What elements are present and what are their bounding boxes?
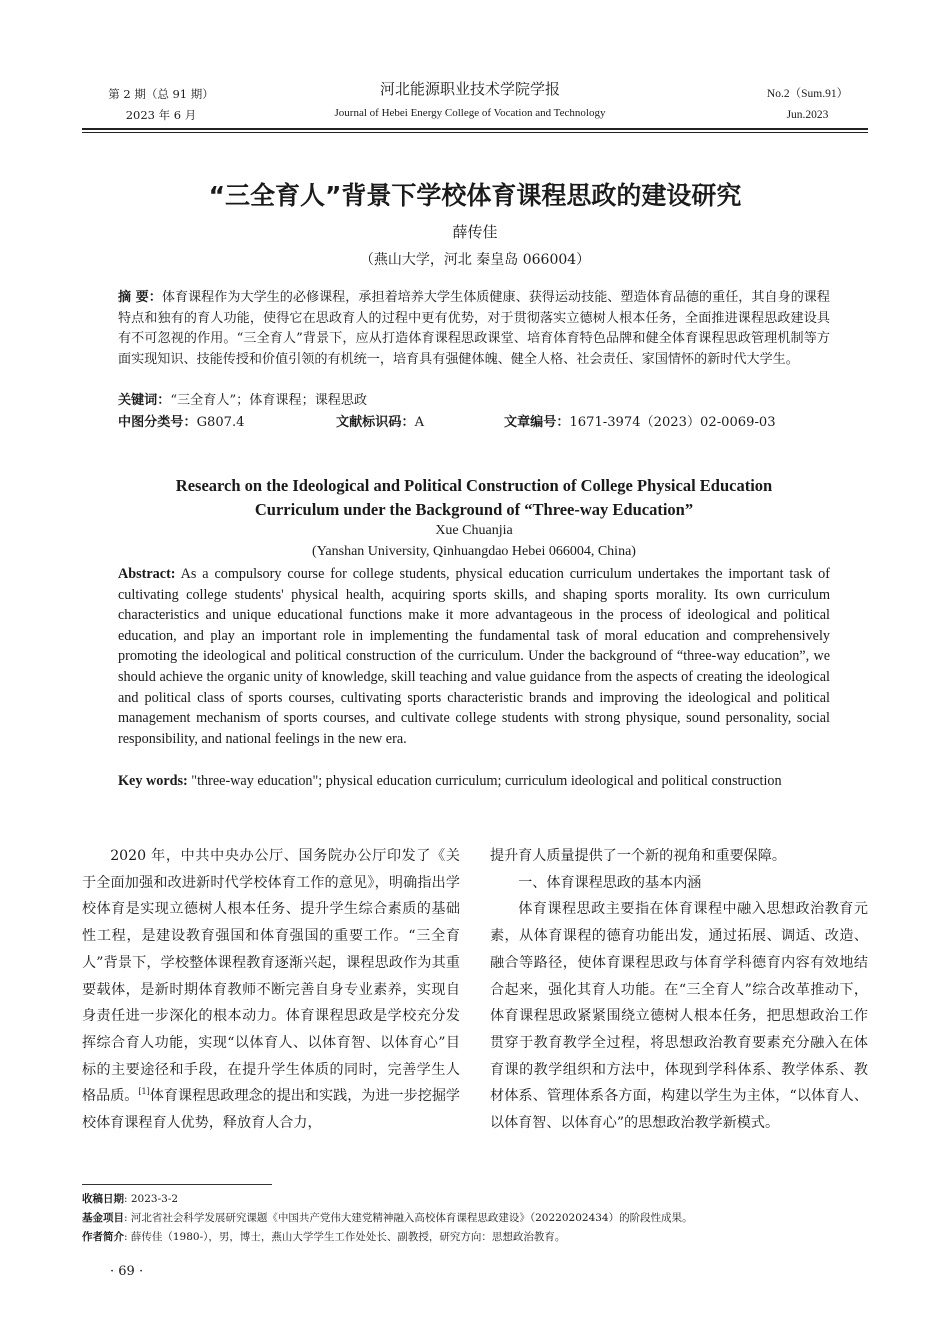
issue-number-cn: 第 2 期（总 91 期）	[108, 87, 214, 101]
footnote-text: : 2023-3-2	[124, 1193, 179, 1205]
header-rule-thin	[82, 132, 868, 133]
title-en-line2: Curriculum under the Background of “Three-way Education”	[254, 500, 694, 519]
abstract-en	[118, 564, 830, 749]
abstract-label-en: Abstract:	[118, 566, 176, 582]
keywords-label-en: Key words:	[118, 773, 188, 789]
footnote-label: 收稿日期	[82, 1193, 124, 1205]
article-no-label: 文章编号：	[504, 415, 570, 430]
body-paragraph	[82, 843, 460, 1137]
body-column-right	[490, 843, 868, 1137]
article-title-cn: “三全育人”背景下学校体育课程思政的建设研究	[208, 181, 742, 210]
clc-label: 中图分类号：	[118, 415, 197, 430]
body-paragraph: 体育课程思政主要指在体育课程中融入思想政治教育元素，从体育课程的德育功能出发，通过拓展、调适、改造、融合等路径，使体育课程思政与体育学科德育内容有效地结合起来，强化其育人功能。在“三全育人”综合改革推动下，体育课程思政紧紧围绕立德树人根本任务，把思想政治工作贯穿于教育教学全过程，将思想政治教育要素充分融入在体育课的教学组织和方法中，体现到学科体系、教学体系、教材体系、管理体系各方面，构建以学生为主体，“以体育人、以体育智、以体育心”的思想政治教学新模式。	[490, 901, 868, 1132]
footnote-text: : 河北省社会科学发展研究课题《中国共产党伟大建党精神融入高校体育课程思政建设》（20220202434）的阶段性成果。	[124, 1212, 693, 1224]
page-number: · 69 ·	[110, 1264, 144, 1279]
footnote-received	[82, 1190, 868, 1209]
keywords-en	[118, 771, 830, 792]
clc-number	[118, 413, 245, 434]
doc-code-label: 文献标识码：	[336, 415, 415, 430]
article-title-en	[118, 474, 830, 522]
body-paragraph: 提升育人质量提供了一个新的视角和重要保障。	[490, 848, 786, 864]
clc-value: G807.4	[196, 415, 245, 430]
journal-name-cn: 河北能源职业技术学院学报	[379, 80, 560, 98]
keywords-text-cn: “三全育人”；体育课程；课程思政	[170, 393, 368, 408]
body-column-left	[82, 843, 460, 1137]
issue-date-cn: 2023 年 6 月	[125, 108, 197, 122]
author-en: Xue Chuanjia	[435, 523, 513, 538]
abstract-cn	[118, 288, 830, 370]
document-code	[336, 413, 424, 434]
paragraph-text: 体育课程思政理念的提出和实践，为进一步挖掘学校体育课程育人优势，释放育人合力，	[82, 1088, 461, 1132]
article-number	[504, 413, 776, 434]
journal-name-en: Journal of Hebei Energy College of Vocation and Technology	[334, 107, 606, 119]
footnote-label: 基金项目	[82, 1212, 124, 1224]
abstract-text-cn: 体育课程作为大学生的必修课程，承担着培养大学生体质健康、获得运动技能、塑造体育品德的重任，其自身的课程特点和独有的育人功能，使得它在思政育人的过程中更有优势，对于贯彻落实立德树人根本任务，全面推进课程思政建设具有不可忽视的作用。“三全育人”背景下，应从打造体育课程思政课堂、培育体育特色品牌和健全体育课程思政管理机制等方面实现知识、技能传授和价值引领的有机统一，培育具有强健体魄、健全人格、社会责任、家国情怀的新时代大学生。	[118, 290, 831, 367]
keywords-label-cn: 关键词：	[118, 393, 171, 408]
citation-ref: [1]	[138, 1087, 150, 1097]
footnote-text: : 薛传佳（1980-），男，博士，燕山大学学生工作处处长、副教授，研究方向：思想政治教育。	[124, 1231, 566, 1243]
footnote-bio	[82, 1228, 868, 1247]
footnote-fund	[82, 1209, 868, 1228]
abstract-label-cn: 摘 要：	[118, 290, 162, 305]
affiliation-en: (Yanshan University, Qinhuangdao Hebei 066004, China)	[312, 544, 636, 559]
footnote-rule	[82, 1184, 272, 1185]
issue-info-en	[750, 84, 865, 126]
issue-number-en: No.2（Sum.91）	[766, 88, 849, 100]
classification-row	[118, 413, 830, 435]
keywords-text-en: "three-way education"; physical education curriculum; curriculum ideological and political construction	[187, 773, 782, 789]
article-no-value: 1671-3974（2023）02-0069-03	[569, 415, 776, 430]
title-en-line1: Research on the Ideological and Political Construction of College Physical Education	[175, 476, 773, 495]
header-rule-thick	[82, 128, 868, 130]
abstract-text-en: As a compulsory course for college students, physical education curriculum undertakes the important task of cultivating college students' physical health, acquiring sports skills, and shaping sports morality. Its own curriculum characteristics and unique educational functions make it more advantageous in the process of ideological and political education, and play an important role in implementing the fundamental task of moral education and comprehensively promoting the ideological and political construction of the curriculum. Under the background of “three-way education”, we should achieve the organic unity of knowledge, skill teaching and value guidance from the aspects of creating the ideological and political class of sports courses, cultivating sports characteristic brands and improving the ideological and political management mechanism of sports courses, and cultivate college students with strong physique, sound personality, social responsibility, and national feelings in the new era.	[118, 566, 830, 747]
issue-date-en: Jun.2023	[786, 109, 829, 121]
paragraph-text: 2020 年，中共中央办公厅、国务院办公厅印发了《关于全面加强和改进新时代学校体育工作的意见》，明确指出学校体育是实现立德树人根本任务、提升学生综合素质的基础性工程，是建设教育强国和体育强国的重要工作。“三全育人”背景下，学校整体课程教育逐渐兴起，课程思政作为其重要载体，是新时期体育教师不断完善自身专业素养，实现自身责任进一步深化的根本动力。体育课程思政是学校充分发挥综合育人功能，实现“以体育人、以体育智、以体育心”目标的主要途径和手段，在提升学生体质的同时，完善学生人格品质。	[82, 848, 460, 1105]
issue-info-cn	[96, 84, 226, 126]
affiliation-cn: （燕山大学，河北 秦皇岛 066004）	[359, 252, 591, 268]
footnote-label: 作者简介	[82, 1231, 124, 1243]
author-cn: 薛传佳	[452, 223, 498, 241]
section-heading: 一、体育课程思政的基本内涵	[518, 874, 702, 891]
keywords-cn	[118, 391, 830, 412]
doc-code-value: A	[414, 415, 425, 430]
journal-masthead	[300, 78, 640, 123]
